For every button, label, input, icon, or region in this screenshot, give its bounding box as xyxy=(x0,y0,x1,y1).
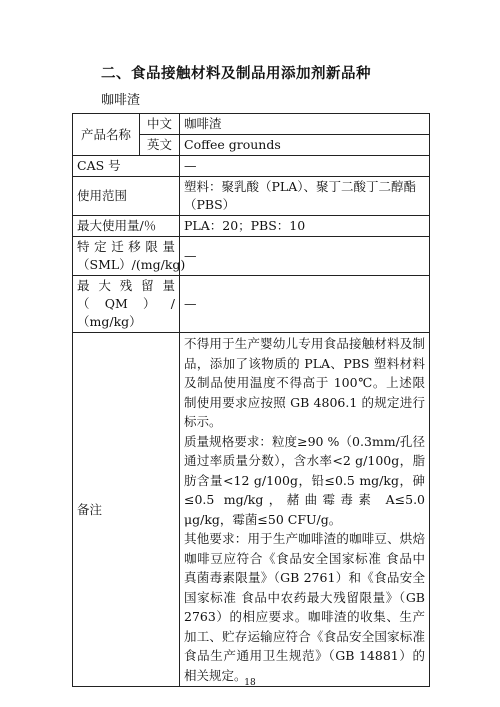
remark-paragraph: 质量规格要求：粒度≥90 %（0.3mm/孔径通过率质量分数），含水率<2 g/100g，脂肪含量<12 g/100g，铅≤0.5 mg/kg，砷≤0.5 mg/kg，赭曲霉毒素 A≤5.0 μg/kg，霉菌≤50 CFU/g。 xyxy=(184,433,425,527)
english-label: 英文 xyxy=(140,135,180,156)
table-row xyxy=(73,276,430,333)
remarks-cell xyxy=(180,333,430,687)
table-row xyxy=(73,237,430,276)
cas-value: — xyxy=(180,156,430,177)
usage-value: 塑料：聚乳酸（PLA）、聚丁二酸丁二醇酯（PBS） xyxy=(180,177,430,216)
cas-label: CAS 号 xyxy=(73,156,180,177)
max-use-label: 最大使用量/％ xyxy=(73,216,180,237)
item-name: 咖啡渣 xyxy=(101,93,141,108)
max-use-value: PLA：20；PBS：10 xyxy=(180,216,430,237)
usage-label: 使用范围 xyxy=(73,177,180,216)
qm-label: 最大残留量（QM）/（mg/kg） xyxy=(73,276,180,333)
table-row xyxy=(73,333,430,687)
table-row xyxy=(73,177,430,216)
sml-value: — xyxy=(180,237,430,276)
remark-paragraph: 其他要求：用于生产咖啡渣的咖啡豆、烘焙咖啡豆应符合《食品安全国家标准 食品中真菌毒素限量》（GB 2761）和《食品安全国家标准 食品中农药最大残留限量》（GB 2763）的相应要求。咖啡渣的收集、生产加工、贮存运输应符合《食品安全国家标准 食品生产通用卫生规范》（GB 14881）的相关规定。 xyxy=(184,531,425,683)
section-title: 二、食品接触材料及制品用添加剂新品种 xyxy=(101,66,371,82)
qm-value: — xyxy=(180,276,430,333)
spec-table xyxy=(72,113,430,687)
english-value: Coffee grounds xyxy=(180,135,430,156)
remarks-label: 备注 xyxy=(73,333,180,687)
chinese-value: 咖啡渣 xyxy=(180,114,430,135)
table-row xyxy=(73,216,430,237)
table-row xyxy=(73,114,430,135)
table-row xyxy=(73,156,430,177)
remark-paragraph: 不得用于生产婴幼儿专用食品接触材料及制品，添加了该物质的 PLA、PBS 塑料材料及制品使用温度不得高于 100℃。上述限制使用要求应按照 GB 4806.1 的规定进行标示。 xyxy=(184,336,425,429)
product-name-label: 产品名称 xyxy=(73,114,140,156)
sml-label: 特定迁移限量（SML）/(mg/kg) xyxy=(73,237,180,276)
page-number: 18 xyxy=(244,678,256,688)
chinese-label: 中文 xyxy=(140,114,180,135)
